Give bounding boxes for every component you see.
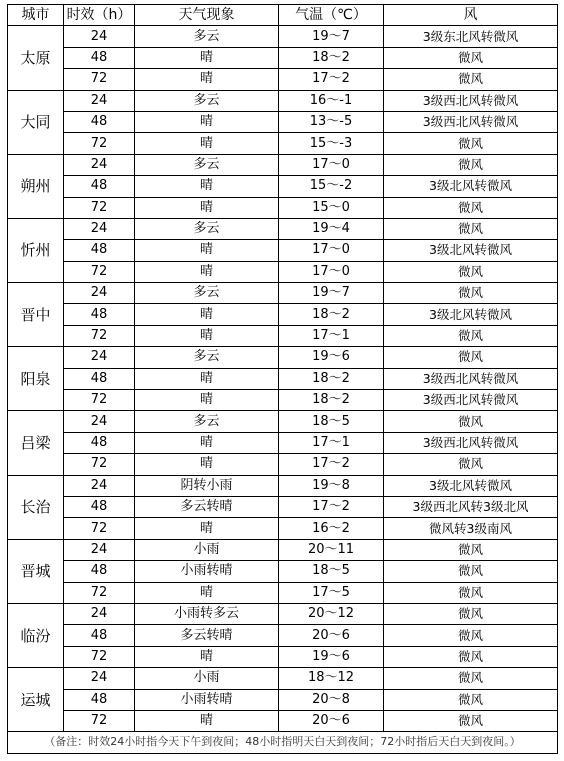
wind-cell: 微风 (384, 261, 558, 282)
temperature-cell: 19～7 (279, 26, 384, 47)
hours-cell: 24 (64, 475, 135, 496)
wind-cell: 微风 (384, 325, 558, 346)
city-name: 朔州 (8, 154, 64, 218)
wind-cell: 微风 (384, 689, 558, 710)
table-row (8, 90, 558, 111)
hours-cell: 24 (64, 668, 135, 689)
wind-cell: 微风 (384, 454, 558, 475)
wind-cell: 微风 (384, 411, 558, 432)
weather-cell: 多云转晴 (135, 625, 279, 646)
table-row (8, 710, 558, 731)
temperature-cell: 20～6 (279, 625, 384, 646)
table-row (8, 69, 558, 90)
temperature-cell: 15～-3 (279, 133, 384, 154)
temperature-cell: 18～2 (279, 304, 384, 325)
hours-cell: 48 (64, 625, 135, 646)
weather-cell: 晴 (135, 390, 279, 411)
temperature-cell: 17～2 (279, 454, 384, 475)
wind-cell: 3级北风转微风 (384, 240, 558, 261)
weather-cell: 晴 (135, 176, 279, 197)
city-name: 运城 (8, 668, 64, 732)
temperature-cell: 19～7 (279, 283, 384, 304)
table-row (8, 218, 558, 239)
hours-cell: 24 (64, 154, 135, 175)
table-row (8, 411, 558, 432)
temperature-cell: 17～1 (279, 432, 384, 453)
weather-cell: 晴 (135, 432, 279, 453)
hours-cell: 48 (64, 689, 135, 710)
table-row (8, 368, 558, 389)
table-row (8, 475, 558, 496)
hours-cell: 48 (64, 496, 135, 517)
wind-cell: 3级西北风转微风 (384, 90, 558, 111)
forecast-table (7, 4, 558, 754)
wind-cell: 3级西北风转3级北风 (384, 496, 558, 517)
hours-cell: 72 (64, 518, 135, 539)
temperature-cell: 19～4 (279, 218, 384, 239)
temperature-cell: 18～5 (279, 561, 384, 582)
wind-cell: 3级西北风转微风 (384, 111, 558, 132)
table-row (8, 625, 558, 646)
temperature-cell: 20～11 (279, 539, 384, 560)
hours-cell: 72 (64, 197, 135, 218)
hours-cell: 48 (64, 111, 135, 132)
hours-cell: 24 (64, 283, 135, 304)
hours-cell: 48 (64, 561, 135, 582)
weather-cell: 晴 (135, 646, 279, 667)
temperature-cell: 17～1 (279, 325, 384, 346)
hours-cell: 48 (64, 304, 135, 325)
temperature-cell: 15～-2 (279, 176, 384, 197)
weather-cell: 晴 (135, 133, 279, 154)
table-row (8, 603, 558, 624)
hours-cell: 48 (64, 47, 135, 68)
city-name: 忻州 (8, 218, 64, 282)
wind-cell: 微风 (384, 197, 558, 218)
table-row (8, 111, 558, 132)
city-name: 晋中 (8, 283, 64, 347)
city-name: 临汾 (8, 603, 64, 667)
weather-cell: 晴 (135, 710, 279, 731)
table-row (8, 561, 558, 582)
table-row (8, 390, 558, 411)
wind-cell: 3级北风转微风 (384, 475, 558, 496)
table-row (8, 582, 558, 603)
hours-cell: 24 (64, 411, 135, 432)
weather-cell: 阴转小雨 (135, 475, 279, 496)
weather-cell: 小雨转晴 (135, 689, 279, 710)
city-name: 吕梁 (8, 411, 64, 475)
weather-cell: 多云 (135, 283, 279, 304)
header-wind: 风 (384, 5, 558, 26)
wind-cell: 微风 (384, 69, 558, 90)
temperature-cell: 15～0 (279, 197, 384, 218)
wind-cell: 微风 (384, 218, 558, 239)
temperature-cell: 18～12 (279, 668, 384, 689)
wind-cell: 微风转3级南风 (384, 518, 558, 539)
temperature-cell: 13～-5 (279, 111, 384, 132)
hours-cell: 24 (64, 26, 135, 47)
temperature-cell: 17～0 (279, 261, 384, 282)
header-temperature: 气温（℃） (279, 5, 384, 26)
table-row (8, 133, 558, 154)
hours-cell: 72 (64, 325, 135, 346)
table-row (8, 539, 558, 560)
hours-cell: 24 (64, 90, 135, 111)
weather-cell: 晴 (135, 240, 279, 261)
weather-cell: 晴 (135, 261, 279, 282)
forecast-body (8, 26, 558, 732)
temperature-cell: 17～5 (279, 582, 384, 603)
weather-cell: 多云 (135, 411, 279, 432)
weather-cell: 晴 (135, 454, 279, 475)
table-row (8, 646, 558, 667)
wind-cell: 微风 (384, 154, 558, 175)
weather-cell: 晴 (135, 325, 279, 346)
hours-cell: 72 (64, 133, 135, 154)
hours-cell: 72 (64, 454, 135, 475)
hours-cell: 72 (64, 582, 135, 603)
note: （备注：时效24小时指今天下午到夜间；48小时指明天白天到夜间；72小时指后天白天到夜间。） (8, 732, 558, 753)
wind-cell: 微风 (384, 646, 558, 667)
wind-cell: 微风 (384, 47, 558, 68)
table-row (8, 154, 558, 175)
table-row (8, 689, 558, 710)
table-row (8, 240, 558, 261)
table-row (8, 347, 558, 368)
hours-cell: 72 (64, 390, 135, 411)
hours-cell: 48 (64, 368, 135, 389)
weather-cell: 小雨 (135, 668, 279, 689)
table-row (8, 454, 558, 475)
wind-cell: 微风 (384, 283, 558, 304)
temperature-cell: 16～-1 (279, 90, 384, 111)
hours-cell: 48 (64, 432, 135, 453)
hours-cell: 24 (64, 603, 135, 624)
wind-cell: 微风 (384, 625, 558, 646)
weather-cell: 晴 (135, 304, 279, 325)
temperature-cell: 16～2 (279, 518, 384, 539)
hours-cell: 72 (64, 261, 135, 282)
wind-cell: 3级北风转微风 (384, 304, 558, 325)
temperature-cell: 17～0 (279, 240, 384, 261)
hours-cell: 24 (64, 347, 135, 368)
weather-cell: 多云 (135, 26, 279, 47)
weather-cell: 晴 (135, 111, 279, 132)
table-row (8, 304, 558, 325)
weather-cell: 多云转晴 (135, 496, 279, 517)
table-row (8, 518, 558, 539)
hours-cell: 48 (64, 176, 135, 197)
temperature-cell: 20～12 (279, 603, 384, 624)
temperature-cell: 20～8 (279, 689, 384, 710)
table-row (8, 26, 558, 47)
table-row (8, 668, 558, 689)
wind-cell: 微风 (384, 603, 558, 624)
wind-cell: 3级西北风转微风 (384, 432, 558, 453)
weather-cell: 小雨转晴 (135, 561, 279, 582)
temperature-cell: 18～2 (279, 390, 384, 411)
note-row (8, 732, 558, 753)
temperature-cell: 20～6 (279, 710, 384, 731)
weather-cell: 晴 (135, 197, 279, 218)
hours-cell: 24 (64, 218, 135, 239)
temperature-cell: 17～2 (279, 496, 384, 517)
weather-cell: 多云 (135, 154, 279, 175)
table-row (8, 47, 558, 68)
wind-cell: 3级东北风转微风 (384, 26, 558, 47)
wind-cell: 微风 (384, 668, 558, 689)
wind-cell: 微风 (384, 133, 558, 154)
wind-cell: 微风 (384, 710, 558, 731)
header-weather: 天气现象 (135, 5, 279, 26)
hours-cell: 24 (64, 539, 135, 560)
weather-cell: 小雨转多云 (135, 603, 279, 624)
temperature-cell: 18～2 (279, 47, 384, 68)
wind-cell: 3级西北风转微风 (384, 390, 558, 411)
hours-cell: 72 (64, 710, 135, 731)
weather-cell: 晴 (135, 69, 279, 90)
city-name: 太原 (8, 26, 64, 90)
wind-cell: 微风 (384, 561, 558, 582)
temperature-cell: 18～2 (279, 368, 384, 389)
wind-cell: 3级北风转微风 (384, 176, 558, 197)
temperature-cell: 17～2 (279, 69, 384, 90)
hours-cell: 72 (64, 646, 135, 667)
temperature-cell: 18～5 (279, 411, 384, 432)
wind-cell: 微风 (384, 582, 558, 603)
table-row (8, 325, 558, 346)
header-city: 城市 (8, 5, 64, 26)
temperature-cell: 19～8 (279, 475, 384, 496)
wind-cell: 3级西北风转微风 (384, 368, 558, 389)
table-row (8, 432, 558, 453)
header-row (8, 5, 558, 26)
city-name: 阳泉 (8, 347, 64, 411)
weather-cell: 晴 (135, 47, 279, 68)
temperature-cell: 19～6 (279, 646, 384, 667)
weather-cell: 多云 (135, 218, 279, 239)
temperature-cell: 19～6 (279, 347, 384, 368)
weather-cell: 晴 (135, 518, 279, 539)
weather-cell: 小雨 (135, 539, 279, 560)
table-row (8, 283, 558, 304)
wind-cell: 微风 (384, 347, 558, 368)
table-row (8, 197, 558, 218)
city-name: 长治 (8, 475, 64, 539)
hours-cell: 72 (64, 69, 135, 90)
temperature-cell: 17～0 (279, 154, 384, 175)
table-row (8, 261, 558, 282)
weather-cell: 多云 (135, 347, 279, 368)
table-row (8, 496, 558, 517)
header-hours: 时效（h） (64, 5, 135, 26)
wind-cell: 微风 (384, 539, 558, 560)
weather-cell: 晴 (135, 582, 279, 603)
city-name: 大同 (8, 90, 64, 154)
hours-cell: 48 (64, 240, 135, 261)
table-row (8, 176, 558, 197)
weather-cell: 晴 (135, 368, 279, 389)
city-name: 晋城 (8, 539, 64, 603)
weather-cell: 多云 (135, 90, 279, 111)
